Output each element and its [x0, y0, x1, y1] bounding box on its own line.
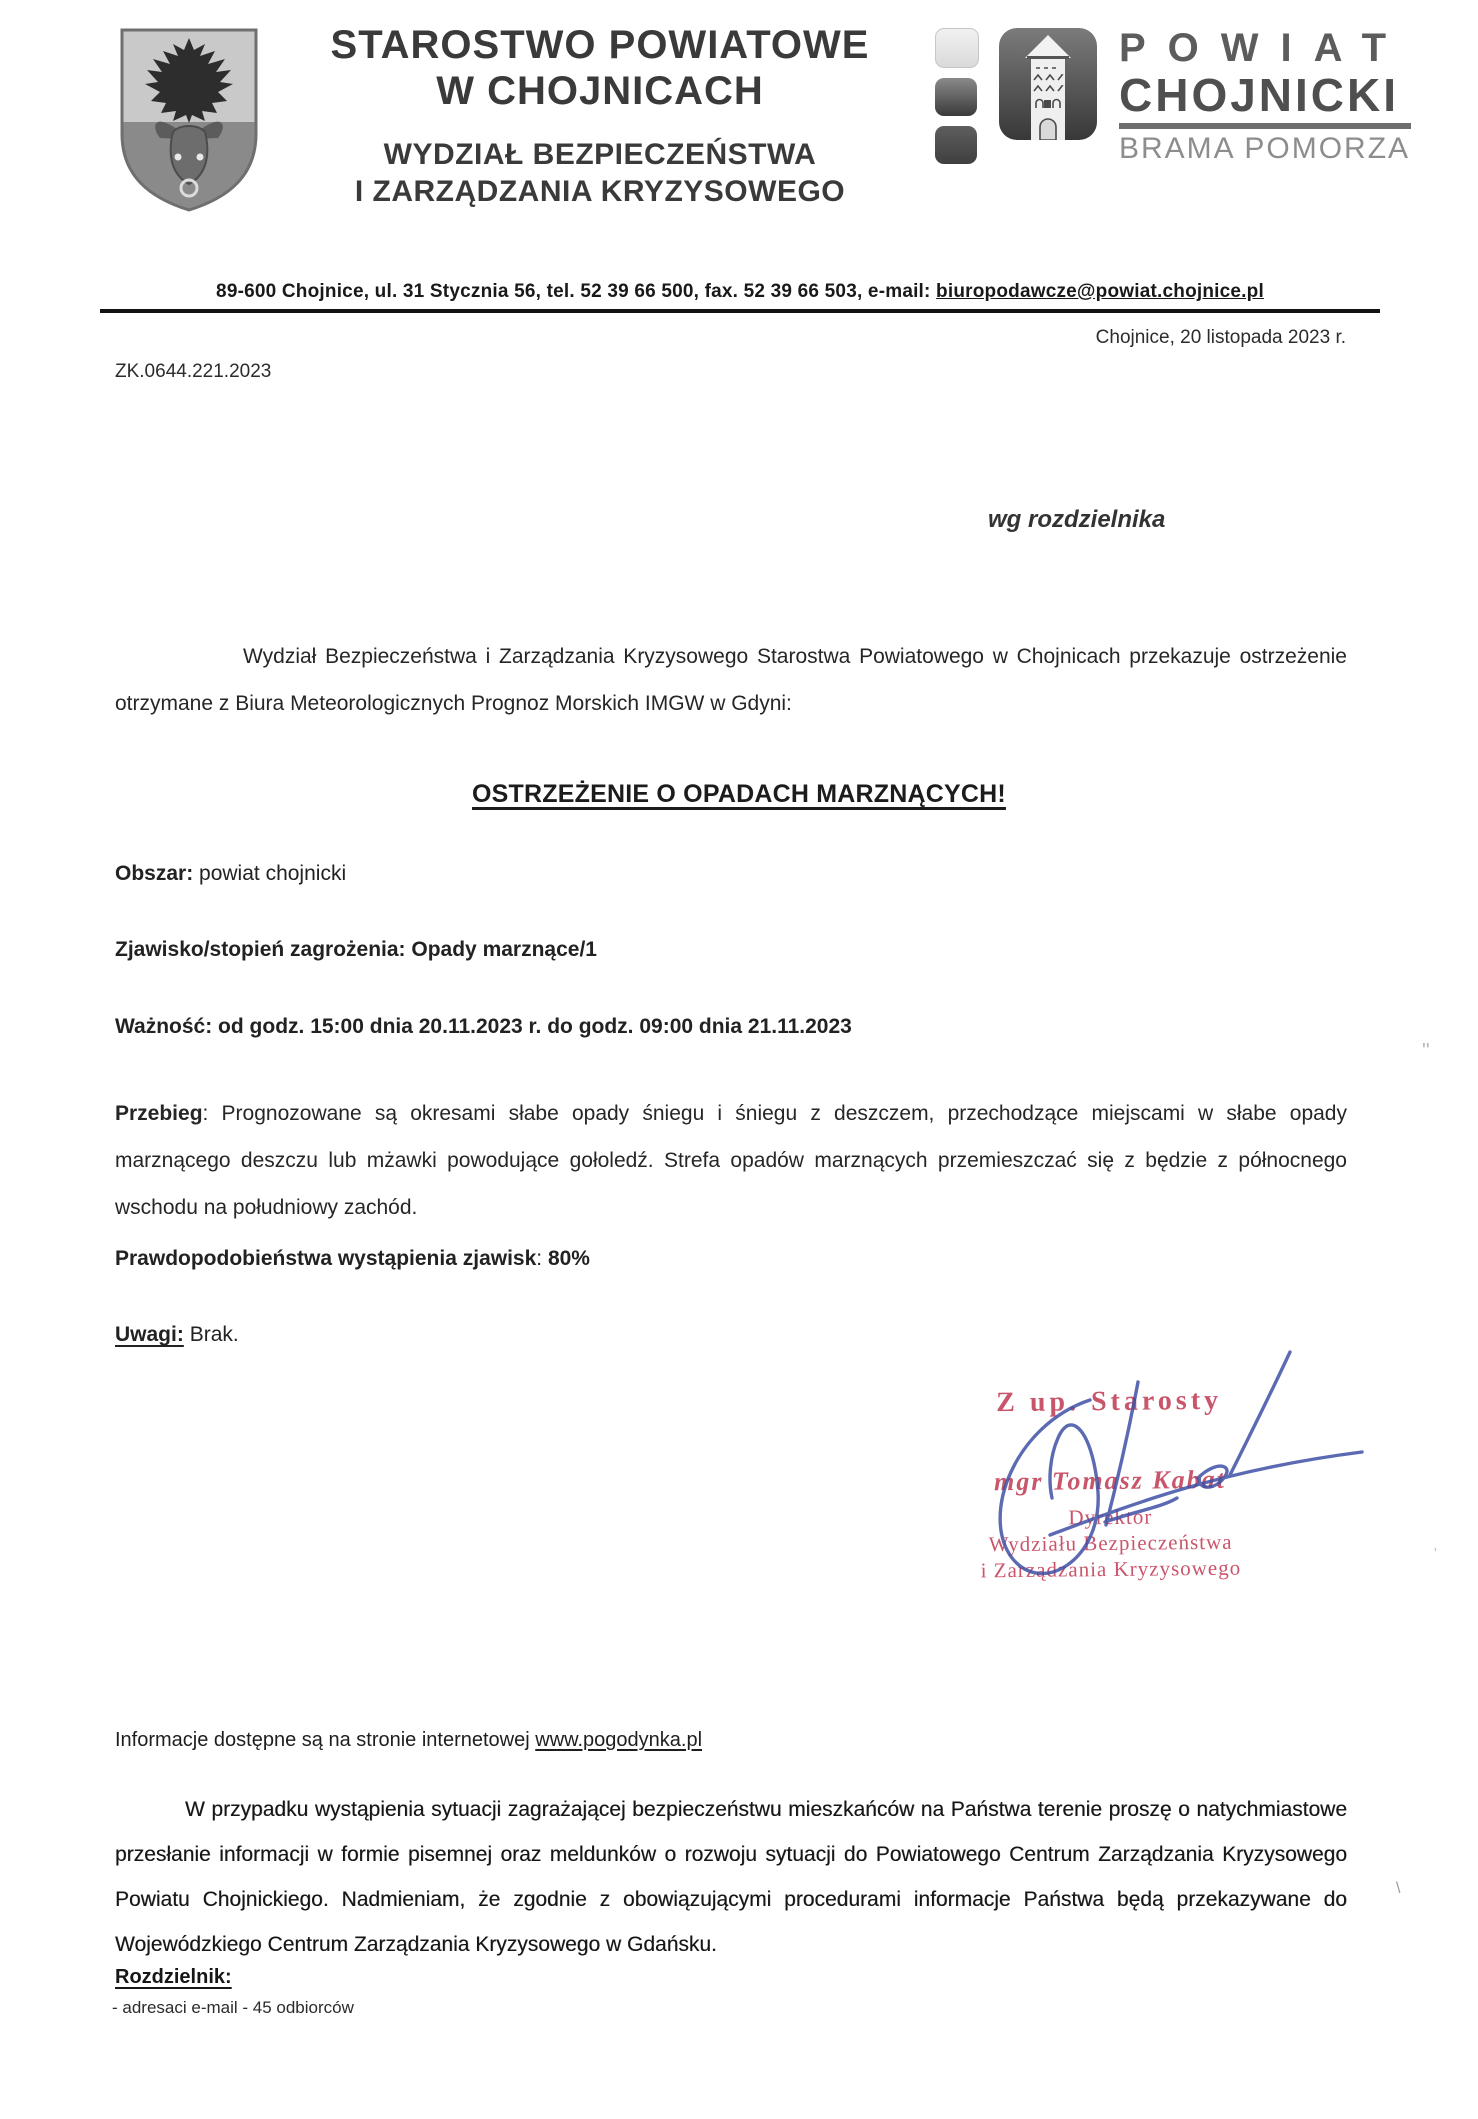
intro-paragraph: Wydział Bezpieczeństwa i Zarządzania Kryzysowego Starostwa Powiatowego w Chojnicach przekazuje ostrzeżenie otrzymane z Biura Meteorologicznych Prognoz Morskich IMGW w Gdyni:: [115, 645, 1347, 715]
logo-square-darker: [935, 126, 977, 164]
stamp-title-line: Dyrektor: [1068, 1504, 1153, 1530]
warning-validity-line: Ważność: od godz. 15:00 dnia 20.11.2023 r. do godz. 09:00 dnia 21.11.2023: [115, 1015, 852, 1038]
warning-title: OSTRZEŻENIE O OPADACH MARZNĄCYCH!: [472, 780, 1006, 808]
scan-artifact: ': [1434, 1545, 1437, 1562]
gate-tower-icon: [999, 28, 1097, 140]
contact-address-text: 89-600 Chojnice, ul. 31 Stycznia 56, tel. 52 39 66 500, fax. 52 39 66 503, e-mail:: [216, 281, 937, 302]
area-label: Obszar:: [115, 862, 194, 885]
addressee-note: wg rozdzielnika: [988, 506, 1166, 533]
notice-paragraph: W przypadku wystąpienia sytuacji zagrażającej bezpieczeństwu mieszkańców na Państwa terenie proszę o natychmiastowe przesłanie informacji w formie pisemnej oraz meldunków o rozwoju sytuacji do Powiatowego Centrum Zarządzania Kryzysowego Powiatu Chojnickiego. Nadmieniam, że zgodnie z obowiązującymi procedurami informacje Państwa będą przekazywane do Wojewódzkiego Centrum Zarządzania Kryzysowego w Gdańsku.: [115, 1798, 1347, 1956]
remarks-label: Uwagi:: [115, 1323, 184, 1346]
probability-value: 80%: [547, 1247, 590, 1270]
logo-square-dark: [935, 78, 977, 116]
warning-area-line: [115, 862, 346, 886]
contact-line: [100, 281, 1380, 303]
info-line: [115, 1729, 702, 1752]
remarks-value: Brak.: [189, 1323, 239, 1346]
course-label: Przebieg: [115, 1102, 203, 1125]
warning-probability-line: [115, 1247, 590, 1271]
stamp-name-line: mgr Tomasz Kabat: [993, 1464, 1227, 1497]
case-reference-number: ZK.0644.221.2023: [115, 361, 272, 382]
website-link: www.pogodynka.pl: [535, 1729, 703, 1751]
coat-of-arms-emblem: [118, 26, 260, 214]
brand-word-chojnicki: CHOJNICKI: [1119, 69, 1400, 121]
stamp-authority-line: Z up. Starosty: [996, 1384, 1223, 1419]
course-text: : Prognozowane są okresami słabe opady śniegu i śniegu z deszczem, przechodzące miejscami w słabe opady marznącego deszczu lub mżawki powodujące gołoledź. Strefa opadów marznących przemieszczać się z będzie z północnego wschodu na południowy zachód.: [115, 1102, 1347, 1219]
logo-squares: [935, 28, 979, 174]
org-name-line2: W CHOJNICACH: [436, 69, 764, 113]
org-name-line1: STAROSTWO POWIATOWE: [330, 23, 870, 67]
scan-artifact: '': [1422, 1040, 1430, 1062]
brand-underline: [1119, 123, 1411, 129]
header-divider: [100, 309, 1380, 313]
brand-word-powiat: POWIAT: [1119, 26, 1409, 70]
letterhead: [280, 22, 920, 210]
place-and-date: Chojnice, 20 listopada 2023 r.: [1095, 327, 1346, 348]
warning-title-row: [0, 780, 1478, 809]
stamp-dept-line1: Wydziału Bezpieczeństwa: [988, 1529, 1233, 1557]
warning-phenomenon-line: Zjawisko/stopień zagrożenia: Opady marznące/1: [115, 938, 597, 961]
probability-label: Prawdopodobieństwa wystąpienia zjawisk: [115, 1247, 537, 1270]
distribution-item: - adresaci e-mail - 45 odbiorców: [112, 1998, 354, 2017]
warning-course-paragraph: [115, 1090, 1347, 1231]
area-value: powiat chojnicki: [199, 862, 347, 885]
warning-remarks-line: [115, 1323, 239, 1347]
email-link: biuropodawcze@powiat.chojnice.pl: [936, 281, 1264, 302]
logo-square-light: [935, 28, 979, 68]
stamp-dept-line2: i Zarządzania Kryzysowego: [980, 1555, 1242, 1583]
probability-separator: :: [536, 1247, 548, 1270]
brand-word-brama-pomorza: BRAMA POMORZA: [1119, 132, 1411, 165]
pen-signature: [900, 1335, 1370, 1605]
department-line2: I ZARZĄDZANIA KRYZYSOWEGO: [354, 175, 846, 208]
department-line1: WYDZIAŁ BEZPIECZEŃSTWA: [383, 138, 817, 171]
scan-artifact: \: [1396, 1880, 1401, 1897]
distribution-label: Rozdzielnik:: [115, 1966, 232, 1988]
info-text: Informacje dostępne są na stronie internetowej: [115, 1729, 536, 1751]
